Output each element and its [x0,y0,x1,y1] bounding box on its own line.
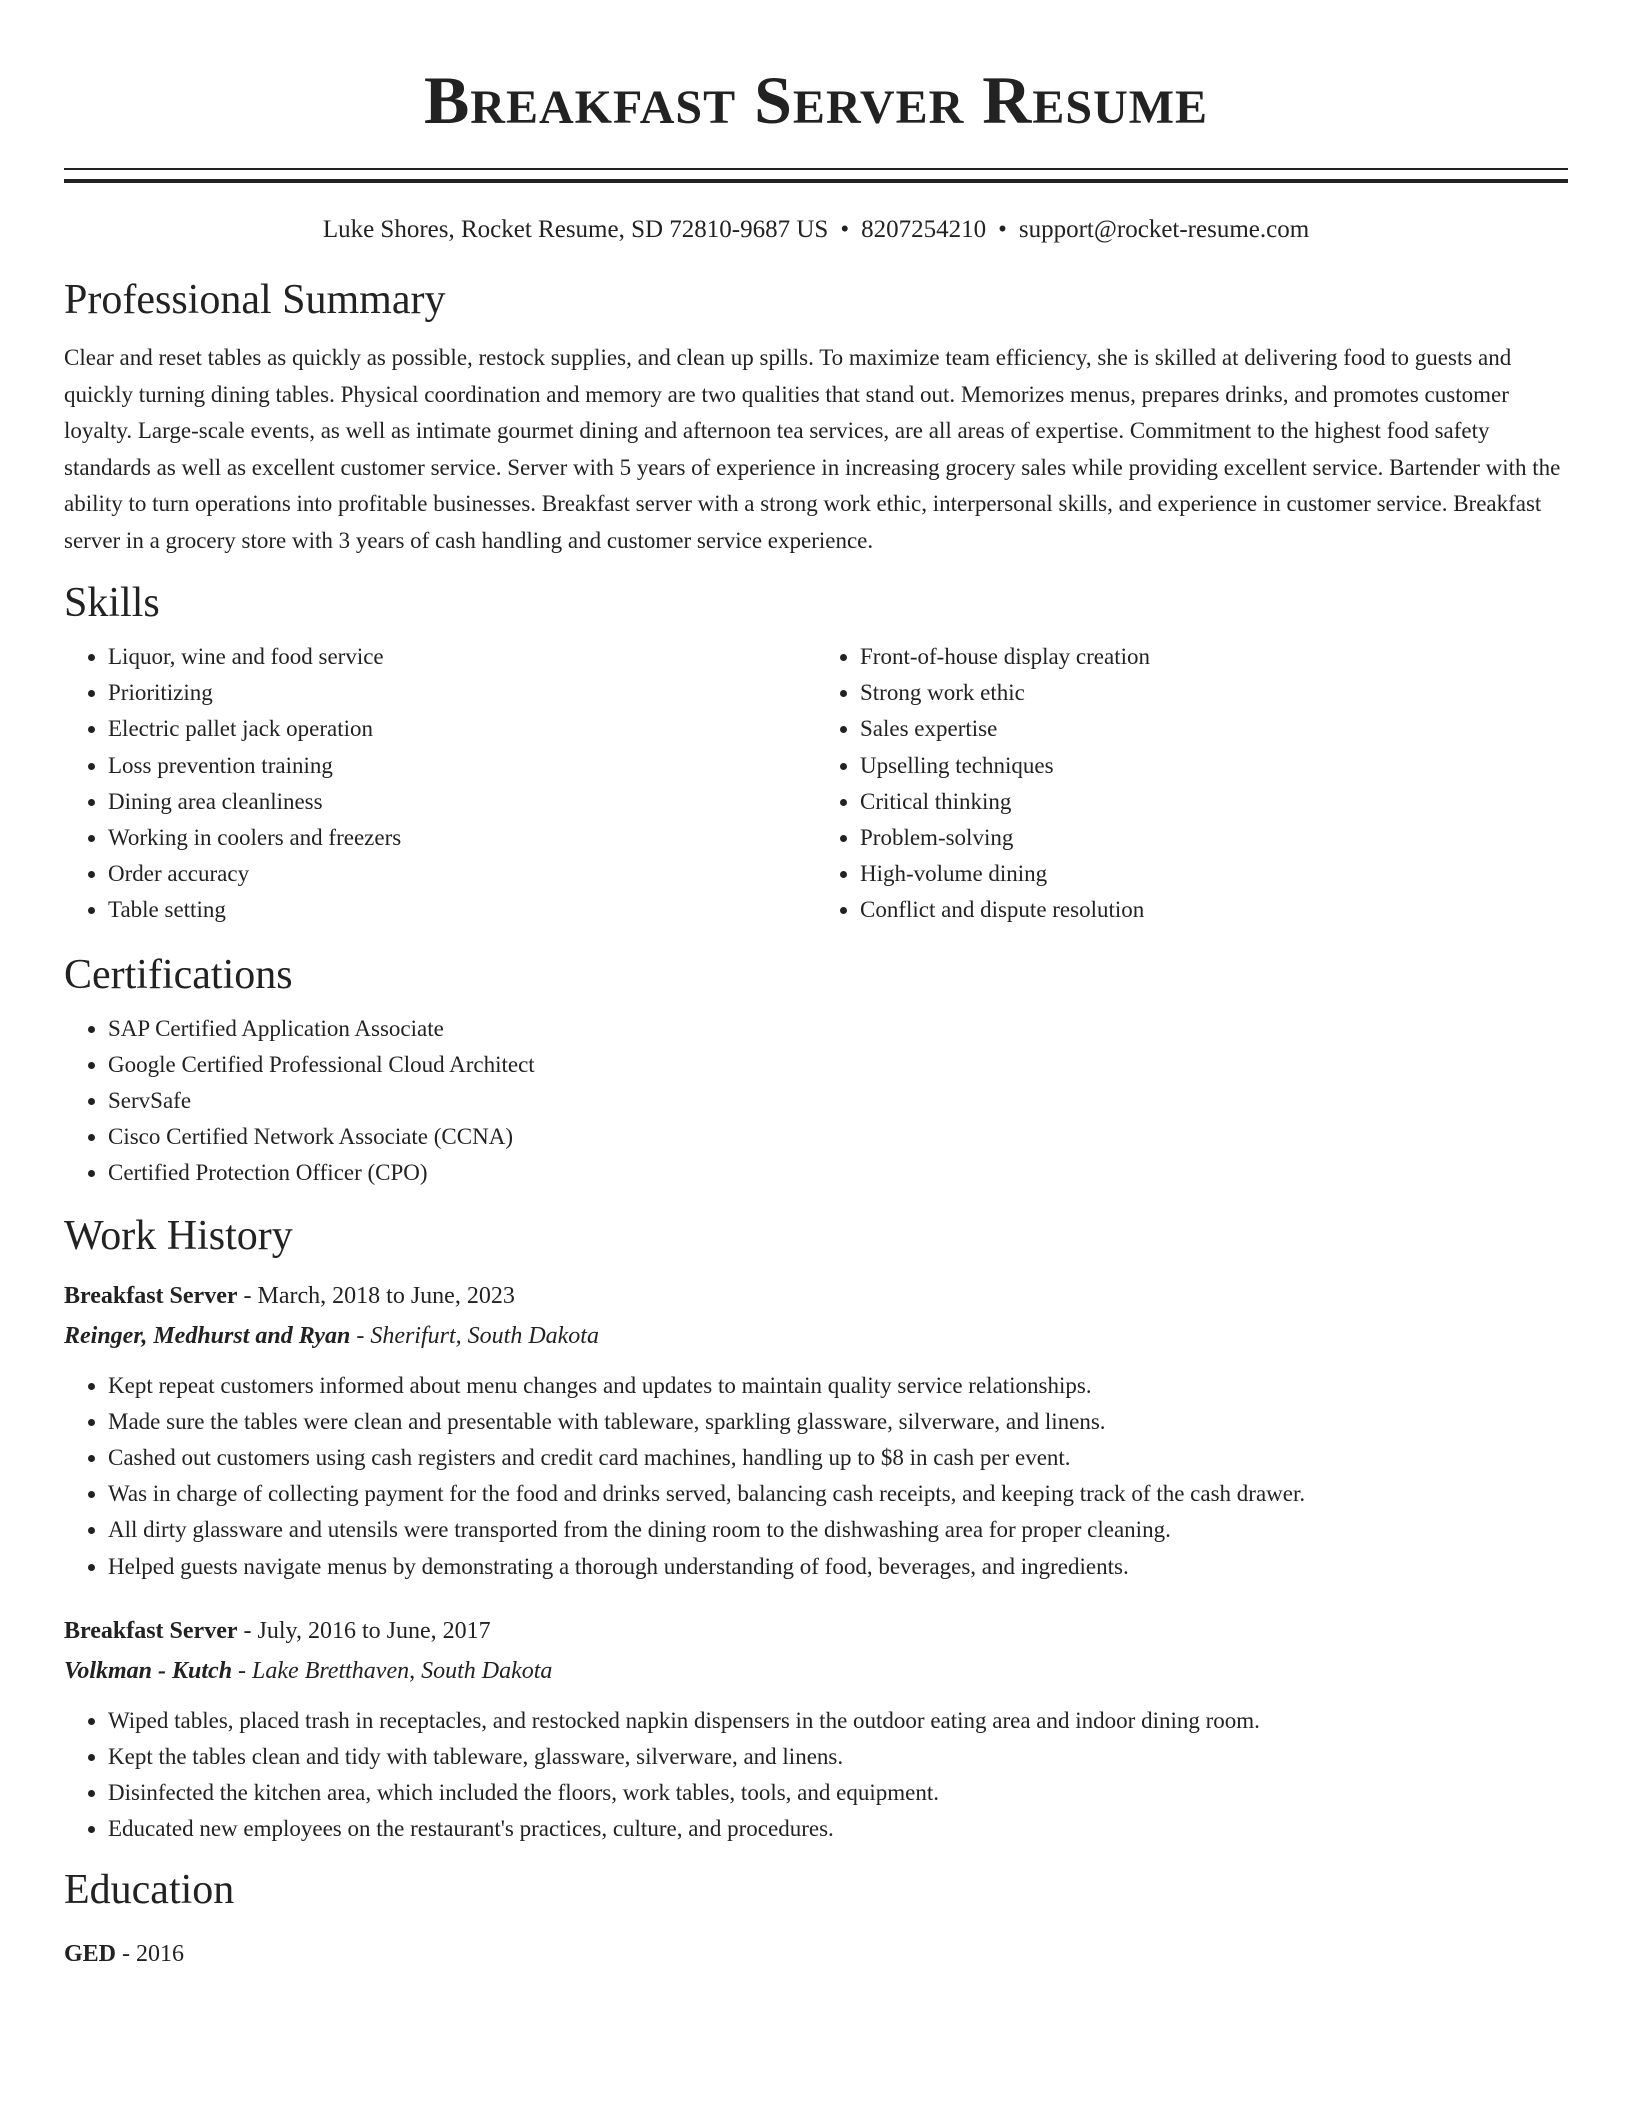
job-duty: • Was in charge of collecting payment for the food and drinks served, balancing cash receipts, and keeping track of the cash drawer. [108,1476,1568,1512]
contact-phone: 8207254210 [861,216,987,243]
job-duty: • Cashed out customers using cash registers and credit card machines, handling up to $8 in cash per event. [108,1440,1568,1476]
skill-item: • Electric pallet jack operation [108,711,816,747]
skill-item: • Strong work ethic [860,675,1568,711]
contact-email: support@rocket-resume.com [1018,216,1310,243]
job-duty: • Wiped tables, placed trash in receptacles, and restocked napkin dispensers in the outdoor eating area and indoor dining room. [108,1703,1568,1739]
job-duty: • Educated new employees on the restaurant's practices, culture, and procedures. [108,1811,1568,1847]
summary-section [64,274,1568,559]
job-duties-list [64,1703,1568,1848]
job-company: Volkman - Kutch [64,1657,233,1684]
job-location: Sherifurt, South Dakota [370,1322,599,1349]
skill-item: • Dining area cleanliness [108,784,816,820]
work-history-heading: Work History [64,1212,293,1259]
job-entry [64,1276,1568,1585]
job-duty: • Kept repeat customers informed about menu changes and updates to maintain quality service relationships. [108,1368,1568,1404]
skills-columns [64,639,1568,929]
skill-item: • Loss prevention training [108,748,816,784]
skill-item: • Problem-solving [860,820,1568,856]
job-dates: March, 2018 to June, 2023 [257,1282,515,1309]
job-duty: • Made sure the tables were clean and presentable with tableware, sparkling glassware, silverware, and linens. [108,1404,1568,1440]
job-entry [64,1611,1568,1848]
work-history-section [64,1210,1568,1848]
skill-item: • Upselling techniques [860,748,1568,784]
education-heading: Education [64,1866,235,1913]
certification-item: • Cisco Certified Network Associate (CCNA) [108,1119,1568,1155]
certification-item: • ServSafe [108,1083,1568,1119]
contact-address: Luke Shores, Rocket Resume, SD 72810-9687 US [322,216,829,243]
job-title-line: Breakfast Server - March, 2018 to June, 2023 [64,1282,515,1309]
certification-item: • Google Certified Professional Cloud Architect [108,1047,1568,1083]
job-duties-list [64,1368,1568,1585]
job-title-line: Breakfast Server - July, 2016 to June, 2017 [64,1617,491,1644]
job-dates: July, 2016 to June, 2017 [257,1617,491,1644]
certifications-section [64,949,1568,1192]
skills-left-list [64,639,816,929]
job-duty: • All dirty glassware and utensils were transported from the dining room to the dishwashing area for proper cleaning. [108,1512,1568,1548]
summary-text: Clear and reset tables as quickly as possible, restock supplies, and clean up spills. To maximize team efficiency, she is skilled at delivering food to guests and quickly turning dining tables. Physical coordination and memory are two qualities that stand out. Memorizes menus, prepares drinks, and promotes customer loyalty. Large-scale events, as well as intimate gourmet dining and afternoon tea services, are all areas of expertise. Commitment to the highest food safety standards as well as excellent customer service. Server with 5 years of experience in increasing grocery sales while providing excellent service. Bartender with the ability to turn operations into profitable businesses. Breakfast server with a strong work ethic, interpersonal skills, and experience in customer service. Breakfast server in a grocery store with 3 years of cash handling and customer service experience. [64,345,1561,553]
contact-line [64,214,1568,246]
skill-item: • High-volume dining [860,856,1568,892]
certification-item: • SAP Certified Application Associate [108,1011,1568,1047]
contact-separator: • [840,216,850,243]
resume-title: Breakfast Server Resume [423,62,1209,138]
skill-item: • Order accuracy [108,856,816,892]
job-duty: • Helped guests navigate menus by demonstrating a thorough understanding of food, beverages, and ingredients. [108,1549,1568,1585]
title-divider [64,168,1568,183]
certification-item: • Certified Protection Officer (CPO) [108,1155,1568,1191]
summary-heading: Professional Summary [64,277,446,323]
contact-separator: • [998,216,1007,243]
job-title: Breakfast Server [64,1617,238,1644]
job-company-line: Reinger, Medhurst and Ryan - Sherifurt, South Dakota [64,1322,599,1349]
skills-section [64,577,1568,929]
job-company-line: Volkman - Kutch - Lake Bretthaven, South Dakota [64,1657,553,1684]
job-company: Reinger, Medhurst and Ryan [64,1322,351,1349]
education-year: 2016 [136,1940,185,1967]
skill-item: • Critical thinking [860,784,1568,820]
skills-heading: Skills [64,580,160,626]
job-title: Breakfast Server [64,1282,238,1309]
skill-item: • Liquor, wine and food service [108,639,816,675]
skill-item: • Table setting [108,892,816,928]
job-location: Lake Bretthaven, South Dakota [252,1657,553,1684]
skill-item: • Prioritizing [108,675,816,711]
skills-right-list [816,639,1568,929]
job-duty: • Kept the tables clean and tidy with tableware, glassware, silverware, and linens. [108,1739,1568,1775]
education-entry: GED - 2016 [64,1940,185,1967]
certifications-list [64,1011,1568,1192]
skill-item: • Working in coolers and freezers [108,820,816,856]
certifications-heading: Certifications [64,951,293,998]
education-degree: GED [64,1940,117,1967]
skill-item: • Conflict and dispute resolution [860,892,1568,928]
job-duty: • Disinfected the kitchen area, which included the floors, work tables, tools, and equipment. [108,1775,1568,1811]
education-section [64,1864,1568,1974]
skill-item: • Sales expertise [860,711,1568,747]
skill-item: • Front-of-house display creation [860,639,1568,675]
